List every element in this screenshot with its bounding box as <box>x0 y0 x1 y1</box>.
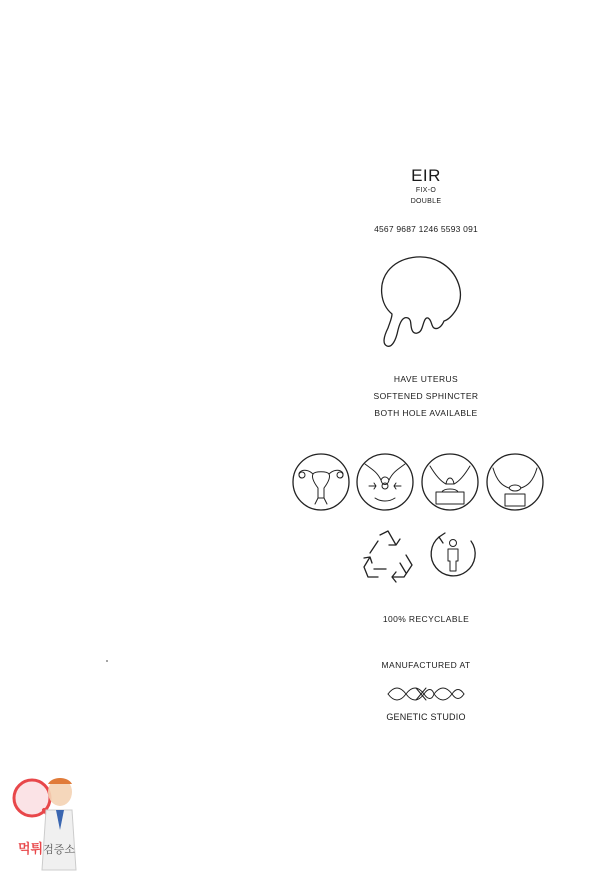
uterus-icon <box>291 452 351 512</box>
manufactured-label: MANUFACTURED AT <box>381 660 471 670</box>
person-cycle-icon <box>425 527 481 583</box>
watermark-main: 먹튀 <box>18 841 44 856</box>
model-line-2: DOUBLE <box>410 198 442 205</box>
oral-icon <box>485 452 545 512</box>
recycle-icon <box>360 527 416 583</box>
watermark-text <box>18 838 75 857</box>
model-line-1: FIX-O <box>415 187 437 194</box>
lower-body-icon <box>420 452 480 512</box>
watermark-mascot-icon <box>10 770 80 880</box>
sphincter-icon <box>355 452 415 512</box>
knot-emblem-icon <box>386 682 466 706</box>
product-name: EIR <box>411 166 441 185</box>
watermark-sub: 검증소 <box>43 844 76 856</box>
feature-2: SOFTENED SPHINCTER <box>373 391 479 401</box>
blob-logo-icon <box>378 254 468 354</box>
serial-number: 4567 9687 1246 5593 091 <box>374 224 478 234</box>
feature-3: BOTH HOLE AVAILABLE <box>374 408 478 418</box>
manufacturer-name: GENETIC STUDIO <box>386 712 466 722</box>
speck <box>106 660 108 662</box>
recyclable-label: 100% RECYCLABLE <box>382 614 470 624</box>
feature-1: HAVE UTERUS <box>393 374 459 384</box>
